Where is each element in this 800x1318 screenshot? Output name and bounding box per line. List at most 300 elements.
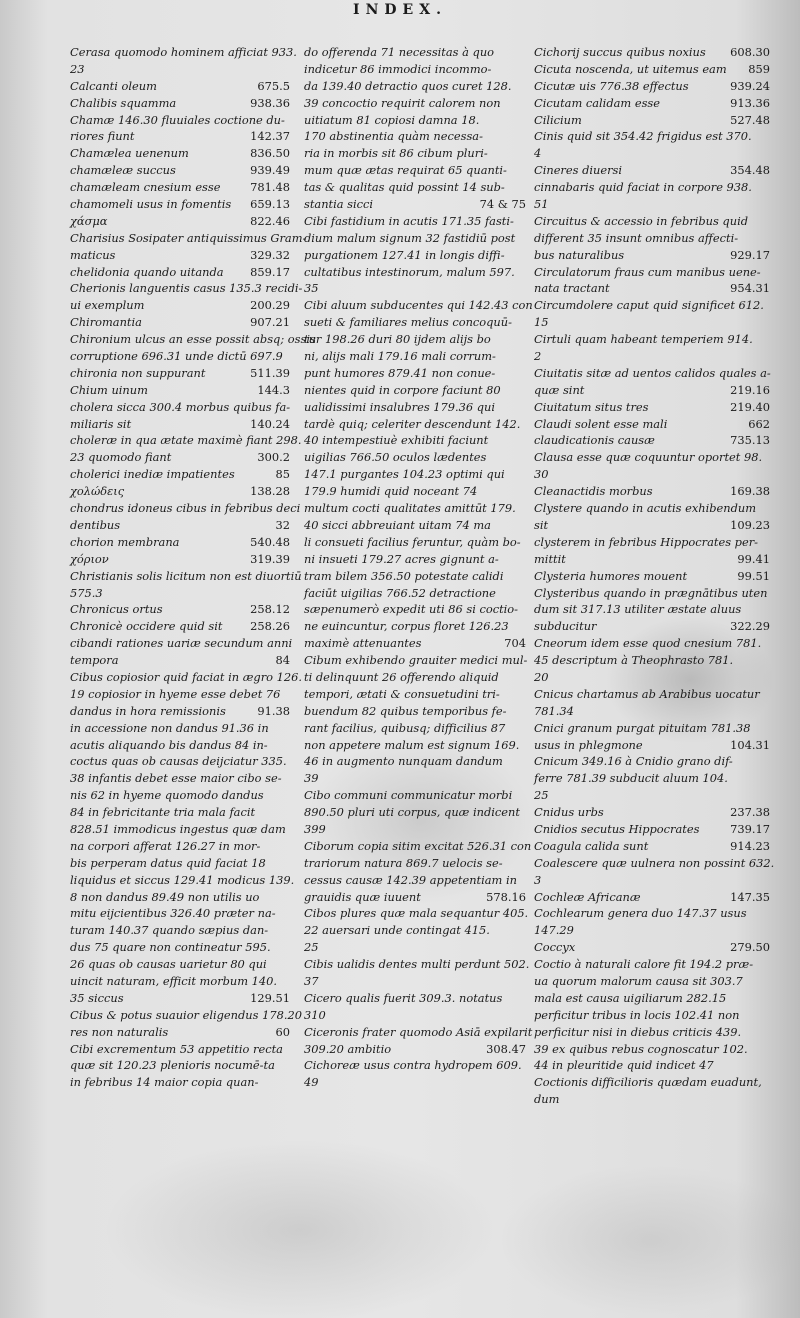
entry-text: Cibos plures quæ mala sequantur 405. (304, 906, 529, 921)
entry-text: 51 (534, 197, 549, 212)
entry-text: Ciborum copia sitim excitat 526.31 con (304, 838, 532, 853)
index-entry-line (304, 568, 526, 585)
index-entry-line (70, 44, 297, 61)
index-entry-line (534, 686, 770, 703)
entry-text: Chalibis squamma (70, 95, 177, 110)
index-entry-line (70, 432, 302, 449)
index-entry-line (304, 432, 526, 449)
entry-text: nis 62 in hyeme quomodo dandus (70, 788, 264, 803)
index-entry-line (304, 314, 526, 331)
index-entry-line (534, 956, 770, 973)
index-entry-line (304, 889, 526, 906)
entry-text: 310 (304, 1007, 326, 1022)
entry-text: sæpenumerò expedit uti 86 si coctio- (304, 602, 518, 617)
page-header: INDEX. (353, 2, 447, 18)
entry-text: Circulatorum fraus cum manibus uene- (534, 264, 761, 279)
entry-text: χόριον (70, 551, 109, 566)
entry-text: Cicuta noscenda, ut uitemus eam (534, 61, 727, 76)
entry-text: ni, alijs mali 179.16 mali corrum- (304, 349, 496, 364)
index-entry-line (534, 551, 770, 568)
entry-text: Circuitus & accessio in febribus quid (534, 213, 748, 228)
entry-text: Cochlearum genera duo 147.37 usus (534, 906, 747, 921)
index-entry-line (304, 365, 526, 382)
entry-text: 39 concoctio requirit calorem non (304, 95, 501, 110)
index-entry-line (304, 247, 526, 264)
entry-page-ref: 781.48 (250, 180, 290, 195)
entry-page-ref: 147.35 (730, 889, 770, 904)
entry-page-ref: 138.28 (250, 484, 290, 499)
entry-text: claudicationis causæ (534, 433, 655, 448)
entry-text: uigilias 766.50 oculos lædentes (304, 450, 487, 465)
entry-page-ref: 822.46 (250, 213, 290, 228)
index-entry-line (70, 213, 290, 230)
entry-text: Coctio à naturali calore fit 194.2 præ- (534, 957, 754, 972)
index-entry-line (534, 601, 770, 618)
index-entry-line (304, 720, 526, 737)
entry-text: ualidissimi insalubres 179.36 qui (304, 399, 496, 414)
entry-page-ref: 142.37 (250, 129, 290, 144)
entry-text: 46 in augmento nunquam dandum (304, 754, 503, 769)
index-entry-line (70, 686, 290, 703)
index-entry-line (534, 112, 770, 129)
entry-text: Cibus & potus suauior eligendus 178.20 (70, 1007, 302, 1022)
index-entry-line (70, 534, 290, 551)
entry-text: Cneorum idem esse quod cnesium 781. (534, 636, 762, 651)
entry-page-ref: 954.31 (730, 281, 770, 296)
index-entry-line (304, 500, 526, 517)
index-entry-line (70, 112, 290, 129)
entry-page-ref: 739.17 (730, 821, 770, 836)
index-entry-line (70, 737, 290, 754)
index-entry-line (534, 416, 770, 433)
index-entry-line (70, 500, 301, 517)
entry-text: Circumdolere caput quid significet 612. (534, 298, 764, 313)
entry-text: indicetur 86 immodici incommo- (304, 61, 492, 76)
entry-page-ref: 859 (748, 61, 770, 76)
entry-text: Cleanactidis morbus (534, 484, 653, 499)
entry-page-ref: 527.48 (730, 112, 770, 127)
index-entry-line (70, 770, 290, 787)
index-entry-line (70, 939, 290, 956)
entry-text: quæ sint (534, 382, 585, 397)
entry-page-ref: 91.38 (257, 703, 290, 718)
index-entry-line (304, 230, 526, 247)
entry-text: tempora (70, 653, 119, 668)
entry-text: dandus in hora remissionis (70, 703, 226, 718)
index-entry-line (534, 399, 770, 416)
index-entry-line (534, 1041, 770, 1058)
index-entry-line (70, 1007, 302, 1024)
index-entry-line (534, 635, 770, 652)
entry-text: ferre 781.39 subducit aluum 104. (534, 771, 728, 786)
index-entry-line (304, 466, 526, 483)
entry-text: mitu eijcientibus 326.40 præter na- (70, 906, 276, 921)
entry-text: rant facilius, quibusq; difficilius 87 (304, 720, 506, 735)
index-entry-line (304, 331, 526, 348)
index-entry-line (304, 382, 526, 399)
index-entry-line (534, 517, 770, 534)
entry-page-ref: 300.2 (257, 450, 290, 465)
index-entry-line (70, 162, 290, 179)
entry-text: Ciceronis frater quomodo Asiā expilarit (304, 1024, 533, 1039)
index-entry-line (534, 382, 770, 399)
index-entry-line (70, 872, 295, 889)
entry-page-ref: 104.31 (730, 737, 770, 752)
index-entry-line (70, 601, 290, 618)
entry-text: liquidus et siccus 129.41 modicus 139. (70, 872, 295, 887)
entry-text: 84 in febricitante tria mala facit (70, 805, 256, 820)
index-column-3 (534, 44, 775, 1108)
entry-page-ref: 74 & 75 (479, 197, 526, 212)
index-entry-line (304, 78, 526, 95)
index-entry-line (70, 348, 290, 365)
entry-text: Clystere quando in acutis exhibendum (534, 501, 757, 516)
entry-text: 30 (534, 467, 549, 482)
entry-text: 170 abstinentia quàm necessa- (304, 129, 483, 144)
index-entry-line (304, 483, 526, 500)
index-entry-line (70, 145, 290, 162)
entry-text: Cnicum 349.16 à Cnidio grano dif- (534, 754, 733, 769)
entry-page-ref: 219.16 (730, 382, 770, 397)
index-entry-line (304, 821, 526, 838)
index-entry-line (304, 922, 526, 939)
entry-text: 20 (534, 669, 549, 684)
index-entry-line (70, 95, 290, 112)
index-entry-line (534, 838, 770, 855)
index-entry-line (304, 585, 526, 602)
index-entry-line (70, 196, 290, 213)
entry-text: cinnabaris quid faciat in corpore 938. (534, 180, 752, 195)
index-entry-line (70, 838, 290, 855)
index-entry-line (534, 500, 770, 517)
index-entry-line (70, 635, 293, 652)
entry-text: dus 75 quare non contineatur 595. (70, 940, 271, 955)
entry-text: uincit naturam, efficit morbum 140. (70, 973, 278, 988)
index-entry-line (534, 737, 770, 754)
index-entry-line (70, 297, 290, 314)
entry-text: 35 siccus (70, 990, 124, 1005)
entry-page-ref: 907.21 (250, 315, 290, 330)
entry-text: mum quæ ætas requirat 65 quanti- (304, 163, 507, 178)
entry-page-ref: 200.29 (250, 298, 290, 313)
index-entry-line (534, 669, 770, 686)
entry-page-ref: 938.36 (250, 95, 290, 110)
entry-text: subducitur (534, 619, 597, 634)
entry-text: multum cocti qualitates amittūt 179. (304, 501, 516, 516)
entry-text: 23 quomodo fiant (70, 450, 172, 465)
entry-text: 45 descriptum à Theophrasto 781. (534, 653, 734, 668)
entry-page-ref: 735.13 (730, 433, 770, 448)
index-entry-line (70, 179, 290, 196)
index-entry-line (304, 1007, 526, 1024)
entry-page-ref: 859.17 (250, 264, 290, 279)
index-entry-line (70, 855, 290, 872)
entry-text: Chium uinum (70, 382, 148, 397)
entry-text: chironia non suppurant (70, 365, 206, 380)
index-entry-line (534, 804, 770, 821)
entry-text: stantia sicci (304, 197, 374, 212)
entry-text: Cochleæ Africanæ (534, 889, 641, 904)
index-entry-line (534, 196, 770, 213)
entry-text: in febribus 14 maior copia quan- (70, 1075, 259, 1090)
index-entry-line (304, 128, 526, 145)
index-entry-line (304, 1057, 526, 1074)
entry-text: Cirtuli quam habeant temperiem 914. (534, 332, 753, 347)
entry-page-ref: 129.51 (250, 990, 290, 1005)
entry-text: ne euincuntur, corpus floret 126.23 (304, 619, 509, 634)
index-entry-line (304, 787, 526, 804)
entry-page-ref: 329.32 (250, 247, 290, 262)
entry-page-ref: 99.51 (737, 568, 770, 583)
entry-text: Christianis solis licitum non est diuortiū (70, 568, 302, 583)
index-entry-line (70, 804, 290, 821)
entry-text: Cibo communi communicatur morbi (304, 788, 513, 803)
entry-text: mala est causa uigiliarum 282.15 (534, 990, 727, 1005)
index-column-2 (304, 44, 533, 1091)
entry-text: acutis aliquando bis dandus 84 in- (70, 737, 268, 752)
entry-text: usus in phlegmone (534, 737, 643, 752)
index-entry-line (534, 770, 770, 787)
index-entry-line (534, 432, 770, 449)
entry-page-ref: 914.23 (730, 838, 770, 853)
entry-page-ref: 85 (275, 467, 290, 482)
entry-text: 309.20 ambitio (304, 1041, 392, 1056)
index-entry-line (304, 838, 532, 855)
entry-text: chelidonia quando uitanda (70, 264, 224, 279)
index-entry-line (70, 61, 290, 78)
entry-text: Cnici granum purgat pituitam 781.38 (534, 720, 751, 735)
entry-text: ua quorum malorum causa sit 303.7 (534, 973, 743, 988)
entry-text: Charisius Sosipater antiquissimus Gram- (70, 230, 307, 245)
index-entry-line (304, 1041, 526, 1058)
index-entry-line (304, 601, 526, 618)
entry-text: sit (534, 517, 549, 532)
entry-text: Cichorij succus quibus noxius (534, 45, 706, 59)
index-entry-line (70, 1041, 290, 1058)
index-entry-line (70, 568, 302, 585)
entry-text: Chironium ulcus an esse possit absq; ossis (70, 332, 316, 347)
entry-page-ref: 60 (275, 1024, 290, 1039)
entry-page-ref: 144.3 (257, 382, 290, 397)
entry-text: Cibus copiosior quid faciat in ægro 126. (70, 669, 302, 684)
entry-text: corruptione 696.31 unde dictū 697.9 (70, 349, 283, 364)
index-entry-line (534, 889, 770, 906)
entry-text: dentibus (70, 517, 121, 532)
entry-page-ref: 704 (504, 636, 526, 651)
entry-text: nata tractant (534, 281, 610, 296)
entry-text: dum (534, 1092, 560, 1107)
index-entry-line (70, 517, 290, 534)
index-entry-line (534, 95, 770, 112)
index-entry-line (534, 568, 770, 585)
entry-text: 147.29 (534, 923, 574, 938)
index-entry-line (304, 1074, 526, 1091)
index-entry-line (304, 61, 526, 78)
index-entry-line (534, 703, 770, 720)
entry-text: perficitur tribus in locis 102.41 non (534, 1007, 740, 1022)
index-entry-line (304, 416, 526, 433)
index-entry-line (70, 652, 290, 669)
index-entry-line (304, 703, 526, 720)
index-entry-line (534, 61, 770, 78)
entry-text: bus naturalibus (534, 247, 625, 262)
entry-text: chondrus idoneus cibus in febribus deci (70, 501, 301, 516)
entry-text: na corpori afferat 126.27 in mor- (70, 838, 261, 853)
index-entry-line (304, 669, 526, 686)
index-entry-line (534, 314, 770, 331)
index-entry-line (304, 145, 526, 162)
index-entry-line (70, 973, 290, 990)
entry-text: punt humores 879.41 non conue- (304, 365, 496, 380)
entry-text: clysterem in febribus Hippocrates per- (534, 534, 759, 549)
index-entry-line (534, 1057, 770, 1074)
index-entry-line (534, 939, 770, 956)
index-entry-line (70, 1024, 290, 1041)
entry-text: faciūt uigilias 766.52 detractione (304, 585, 496, 600)
entry-text: 40 sicci abbreuiant uitam 74 ma (304, 517, 491, 532)
index-entry-line (70, 331, 316, 348)
index-entry-line (70, 669, 302, 686)
entry-text: Ciuitatis sitæ ad uentos calidos quales a- (534, 365, 771, 380)
entry-text: bis perperam datus quid faciat 18 (70, 855, 266, 870)
entry-text: 781.34 (534, 703, 574, 718)
index-entry-line (304, 939, 526, 956)
entry-text: ui exemplum (70, 298, 145, 313)
index-entry-line (534, 483, 770, 500)
entry-page-ref: 169.38 (730, 484, 770, 499)
entry-text: quæ sit 120.23 plenioris nocumē-ta (70, 1058, 275, 1073)
entry-text: Cibi excrementum 53 appetitio recta (70, 1041, 283, 1056)
index-entry-line (534, 78, 770, 95)
entry-text: Cnicus chartamus ab Arabibus uocatur (534, 686, 760, 701)
entry-text: Coccyx (534, 940, 576, 955)
entry-page-ref: 675.5 (257, 78, 290, 93)
entry-page-ref: 319.39 (250, 551, 290, 566)
index-entry-line (534, 365, 770, 382)
index-entry-line (304, 973, 526, 990)
entry-text: do offerenda 71 necessitas à quo (304, 45, 495, 59)
entry-text: Cicutam calidam esse (534, 95, 660, 110)
entry-page-ref: 929.17 (730, 247, 770, 262)
entry-text: Cerasa quomodo hominem afficiat 933. (70, 45, 297, 59)
entry-text: 3 (534, 872, 542, 887)
entry-text: χάσμα (70, 213, 108, 228)
index-entry-line (534, 466, 770, 483)
index-entry-line (70, 889, 290, 906)
entry-page-ref: 939.24 (730, 78, 770, 93)
index-entry-line (304, 753, 526, 770)
index-entry-line (70, 922, 290, 939)
entry-text: 44 in pleuritide quid indicet 47 (534, 1058, 714, 1073)
entry-page-ref: 511.39 (250, 365, 290, 380)
entry-page-ref: 578.16 (486, 889, 526, 904)
entry-text: Cibi aluum subducentes qui 142.43 con (304, 298, 533, 313)
entry-text: 8 non dandus 89.49 non utilis uo (70, 889, 260, 904)
entry-text: trariorum natura 869.7 uelocis se- (304, 855, 503, 870)
entry-text: cholera sicca 300.4 morbus quibus fa- (70, 399, 291, 414)
index-entry-line (534, 179, 770, 196)
entry-text: turam 140.37 quando sæpius dan- (70, 923, 269, 938)
index-entry-line (534, 1074, 770, 1091)
entry-text: coctus quas ob causas deijciatur 335. (70, 754, 287, 769)
entry-text: sueti & familiares melius concoquū- (304, 315, 512, 330)
entry-text: 25 (534, 788, 549, 803)
entry-text: Calcanti oleum (70, 78, 157, 93)
index-entry-line (304, 872, 526, 889)
entry-text: non appetere malum est signum 169. (304, 737, 520, 752)
index-entry-line (304, 635, 526, 652)
index-entry-line (304, 297, 533, 314)
index-entry-line (70, 466, 290, 483)
index-entry-line (304, 44, 526, 61)
entry-text: cibandi rationes uariæ secundum anni (70, 636, 293, 651)
entry-text: Ciuitatum situs tres (534, 399, 649, 414)
index-entry-line (534, 652, 770, 669)
index-entry-line (304, 162, 526, 179)
index-entry-line (70, 247, 290, 264)
entry-page-ref: 662 (748, 416, 770, 431)
entry-text: nientes quid in corpore faciunt 80 (304, 382, 501, 397)
index-entry-line (70, 483, 290, 500)
entry-text: 575.3 (70, 585, 103, 600)
entry-text: Clysteria humores mouent (534, 568, 688, 583)
entry-page-ref: 540.48 (250, 534, 290, 549)
entry-text: dum sit 317.13 utiliter æstate aluus (534, 602, 742, 617)
entry-text: maximè attenuantes (304, 636, 422, 651)
index-entry-line (534, 162, 770, 179)
index-entry-line (534, 905, 770, 922)
entry-text: Cibi fastidium in acutis 171.35 fasti- (304, 213, 514, 228)
entry-text: Chamælea uenenum (70, 146, 189, 161)
index-entry-line (534, 145, 770, 162)
index-entry-line (304, 348, 526, 365)
entry-page-ref: 109.23 (730, 517, 770, 532)
index-entry-line (304, 449, 526, 466)
index-entry-line (304, 1024, 533, 1041)
entry-text: 890.50 pluri uti corpus, quæ indicent (304, 805, 520, 820)
entry-text: tardè quiq; celeriter descendunt 142. (304, 416, 521, 431)
entry-text: 39 (304, 771, 319, 786)
entry-text: χολώδεις (70, 484, 125, 499)
entry-page-ref: 84 (275, 653, 290, 668)
index-entry-line (70, 382, 290, 399)
index-entry-line (70, 78, 290, 95)
entry-text: Cibis ualidis dentes multi perdunt 502. (304, 957, 530, 972)
entry-text: Coctionis difficilioris quædam euadunt, (534, 1075, 762, 1090)
entry-page-ref: 140.24 (250, 416, 290, 431)
entry-page-ref: 608.30 (730, 45, 770, 59)
index-entry-line (304, 280, 526, 297)
entry-text: da 139.40 detractio quos curet 128. (304, 78, 512, 93)
entry-text: perficitur nisi in diebus criticis 439. (534, 1024, 742, 1039)
entry-text: Coagula calida sunt (534, 838, 649, 853)
index-entry-line (534, 280, 770, 297)
index-entry-line (304, 112, 526, 129)
entry-text: Cnidus urbs (534, 805, 604, 820)
entry-text: Cichoreæ usus contra hydropem 609. (304, 1058, 522, 1073)
entry-text: choleræ in qua ætate maximè fiant 298. (70, 433, 302, 448)
entry-text: 39 ex quibus rebus cognoscatur 102. (534, 1041, 748, 1056)
index-entry-line (70, 990, 290, 1007)
index-entry-line (534, 973, 770, 990)
index-entry-line (534, 44, 770, 61)
entry-text: purgationem 127.41 in longis diffi- (304, 247, 505, 262)
entry-text: Chamæ 146.30 fluuiales coctione du- (70, 112, 285, 127)
index-entry-line (70, 416, 290, 433)
index-entry-line (70, 1057, 290, 1074)
index-entry-line (304, 804, 526, 821)
entry-page-ref: 308.47 (486, 1041, 526, 1056)
